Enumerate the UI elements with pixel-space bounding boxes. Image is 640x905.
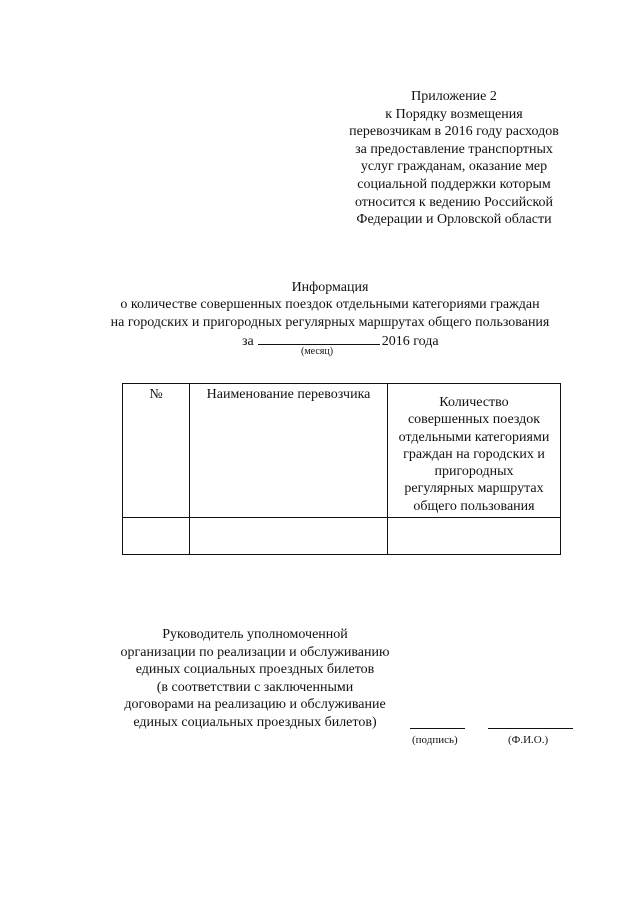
appendix-line: Федерации и Орловской области [356,212,552,228]
table-cell-number [123,518,190,555]
header-number: № [123,384,190,518]
header-carrier-name: Наименование перевозчика [190,384,388,518]
fio-caption: (Ф.И.О.) [508,734,549,746]
period-prefix: за [242,334,254,349]
header-line: Количество [439,395,509,410]
table-header-row [123,384,561,518]
month-blank-field [258,331,380,345]
appendix-line: услуг гражданам, оказание мер [360,159,548,175]
header-line: совершенных поездок [407,412,541,428]
appendix-line: относится к ведению Российской [354,194,554,210]
title-heading: Информация [291,280,369,295]
header-line: общего пользования [413,498,535,514]
signer-line: единых социальных проездных билетов) [133,714,377,730]
signature-line [410,728,465,729]
appendix-line: Приложение 2 [411,89,497,104]
document-title [80,279,580,331]
table-row [123,518,561,555]
appendix-line: к Порядку возмещения [385,106,523,122]
appendix-header [336,88,572,229]
period-suffix: 2016 года [381,334,439,349]
title-line: на городских и пригородных регулярных маршрутах общего пользования [110,314,550,330]
signer-block [117,626,393,732]
header-line: регулярных маршрутах [404,481,544,497]
signer-line: Руководитель уполномоченной [162,627,348,642]
header-line: пригородных [434,464,514,480]
header-line: отдельными категориями [398,429,550,445]
appendix-line: за предоставление транспортных [355,141,553,157]
period-line [242,331,439,350]
appendix-line: социальной поддержки которым [357,176,551,192]
header-trips-count [388,384,561,518]
signer-line: организации по реализации и обслуживанию [120,644,390,660]
signer-line: (в соответствии с заключенными [156,679,354,695]
signer-line: договорами на реализацию и обслуживание [124,697,386,713]
title-line: о количестве совершенных поездок отдельными категориями граждан [120,297,540,313]
signature-caption: (подпись) [412,734,458,746]
month-caption: (месяц) [301,346,334,357]
trips-table [122,383,561,555]
signer-line: единых социальных проездных билетов [135,662,375,678]
appendix-line: перевозчикам в 2016 году расходов [349,124,559,140]
table-cell-count [388,518,561,555]
header-line: граждан на городских и [403,446,545,462]
fio-line [488,728,573,729]
table-cell-carrier [190,518,388,555]
